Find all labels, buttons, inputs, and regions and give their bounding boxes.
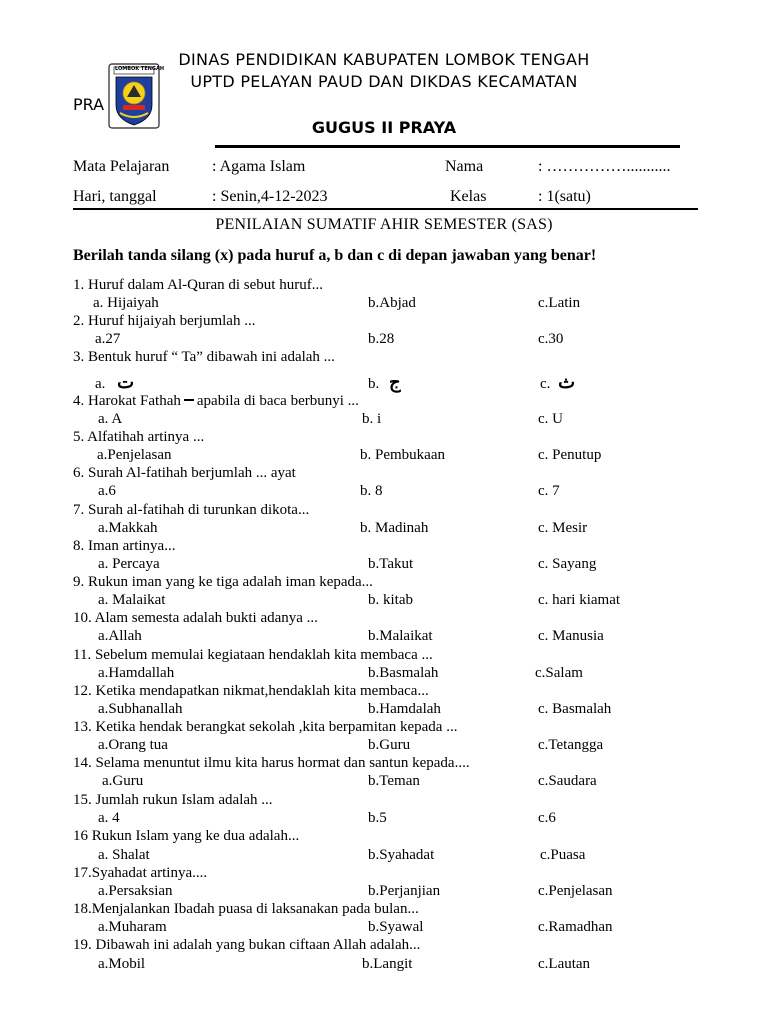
option-b: b.Malaikat: [368, 628, 433, 644]
question-text-start: 4. Harokat Fathah: [73, 393, 181, 409]
option-a: a. Hijaiyah: [93, 295, 159, 311]
day-label: Hari, tanggal: [73, 188, 157, 205]
question-text: [73, 393, 359, 410]
question-text: 7. Surah al-fatihah di turunkan dikota...: [73, 502, 310, 518]
option-c: c. hari kiamat: [538, 592, 621, 608]
question-text: 8. Iman artinya...: [73, 538, 176, 554]
option-a: a. Percaya: [98, 556, 160, 572]
option-a: a.Subhanallah: [98, 701, 183, 717]
option-c: c.30: [538, 331, 564, 347]
question-text: 17.Syahadat artinya....: [73, 865, 208, 881]
option-b: b. Pembukaan: [360, 447, 445, 463]
header-gugus: GUGUS II PRAYA: [311, 118, 457, 137]
option-b-arabic-letter: ج: [389, 372, 401, 392]
option-c-arabic-letter: ث: [558, 372, 576, 392]
option-c: c.Penjelasan: [538, 883, 613, 899]
option-a: a.Penjelasan: [97, 447, 172, 463]
exam-title: PENILAIAN SUMATIF AHIR SEMESTER (SAS): [215, 216, 553, 233]
option-b-label: b.: [368, 376, 380, 392]
option-a: a.Muharam: [98, 919, 167, 935]
option-b: b.Takut: [368, 556, 414, 572]
option-a: a.27: [95, 331, 121, 347]
option-a: a. Shalat: [98, 847, 150, 863]
option-b: b.Abjad: [368, 295, 416, 311]
option-b: [368, 372, 401, 393]
option-a: a.Makkah: [98, 520, 158, 536]
logo-label: LOMBOK TENGAH: [115, 66, 165, 72]
option-a: a.Persaksian: [98, 883, 173, 899]
option-c: c.Latin: [538, 295, 581, 311]
class-value: : 1(satu): [538, 188, 591, 205]
option-c: c. Basmalah: [538, 701, 612, 717]
option-c: c. Sayang: [538, 556, 597, 572]
option-a: a.Hamdallah: [98, 665, 175, 681]
option-a-label: a.: [95, 376, 106, 392]
option-c: c.Ramadhan: [538, 919, 613, 935]
option-b: b.Perjanjian: [368, 883, 441, 899]
option-c: c. U: [538, 411, 563, 427]
option-b: b. kitab: [368, 592, 413, 608]
question-text: 13. Ketika hendak berangkat sekolah ,kita berpamitan kepada ...: [73, 719, 458, 735]
name-value: : ……………...........: [538, 158, 671, 175]
question-text: 1. Huruf dalam Al-Quran di sebut huruf...: [73, 277, 323, 293]
info-divider: [73, 208, 698, 210]
question-text: 5. Alfatihah artinya ...: [73, 429, 205, 445]
instruction: Berilah tanda silang (x) pada huruf a, b dan c di depan jawaban yang benar!: [73, 247, 597, 264]
option-a: a.Allah: [98, 628, 142, 644]
option-c: c.6: [538, 810, 556, 826]
option-a: a. A: [98, 411, 123, 427]
option-b: b.Langit: [362, 956, 413, 972]
option-a: a.Mobil: [98, 956, 146, 972]
option-a: a.6: [98, 483, 116, 499]
question-text: 6. Surah Al-fatihah berjumlah ... ayat: [73, 465, 296, 481]
option-c: c.Puasa: [540, 847, 586, 863]
name-label: Nama: [445, 158, 484, 175]
fathah-mark-icon: [184, 399, 194, 405]
option-c: c.Saudara: [538, 773, 597, 789]
header-unit: UPTD PELAYAN PAUD DAN DIKDAS KECAMATAN: [190, 72, 578, 91]
option-b: b.Basmalah: [368, 665, 439, 681]
option-b: b.5: [368, 810, 387, 826]
option-b: b.Teman: [368, 773, 420, 789]
option-b: b.Syawal: [368, 919, 424, 935]
option-c-label: c.: [540, 376, 551, 392]
option-b: b.Guru: [368, 737, 411, 753]
option-b: b. i: [362, 411, 382, 427]
option-a: a.Guru: [102, 773, 144, 789]
question-text: 16 Rukun Islam yang ke dua adalah...: [73, 828, 300, 844]
option-a: [95, 372, 134, 393]
question-text: 12. Ketika mendapatkan nikmat,hendaklah kita membaca...: [73, 683, 429, 699]
header-divider: [215, 145, 680, 148]
option-b: b. Madinah: [360, 520, 429, 536]
option-a: a.Orang tua: [98, 737, 168, 753]
question-text: 9. Rukun iman yang ke tiga adalah iman kepada...: [73, 574, 373, 590]
option-a: a. 4: [98, 810, 120, 826]
header-left-fragment: PRA: [73, 95, 105, 114]
question-text-end: apabila di baca berbunyi ...: [196, 393, 359, 409]
option-c: c. Mesir: [538, 520, 588, 536]
option-b: b.28: [368, 331, 395, 347]
option-c: c.Lautan: [538, 956, 591, 972]
option-c: c. 7: [538, 483, 560, 499]
class-label: Kelas: [450, 188, 487, 205]
option-c: c.Tetangga: [538, 737, 604, 753]
header-agency: DINAS PENDIDIKAN KABUPATEN LOMBOK TENGAH: [178, 50, 590, 69]
option-b: b. 8: [360, 483, 383, 499]
option-c: c.Salam: [535, 665, 583, 681]
option-c: c. Penutup: [538, 447, 602, 463]
option-c: [540, 372, 575, 393]
question-text: 10. Alam semesta adalah bukti adanya ...: [73, 610, 318, 626]
option-a-arabic-letter: ت: [117, 372, 135, 392]
option-a: a. Malaikat: [98, 592, 166, 608]
option-b: b.Hamdalah: [368, 701, 441, 717]
question-text: 19. Dibawah ini adalah yang bukan ciftaan Allah adalah...: [73, 937, 421, 953]
question-text: 2. Huruf hijaiyah berjumlah ...: [73, 313, 256, 329]
subject-value: : Agama Islam: [212, 158, 306, 175]
option-c: c. Manusia: [538, 628, 604, 644]
question-text: 14. Selama menuntut ilmu kita harus hormat dan santun kepada....: [73, 755, 470, 771]
day-value: : Senin,4-12-2023: [212, 188, 328, 205]
question-text: 3. Bentuk huruf “ Ta” dibawah ini adalah ...: [73, 349, 335, 365]
question-text: 11. Sebelum memulai kegiataan hendaklah kita membaca ...: [73, 647, 433, 663]
option-b: b.Syahadat: [368, 847, 435, 863]
question-text: 15. Jumlah rukun Islam adalah ...: [73, 792, 273, 808]
subject-label: Mata Pelajaran: [73, 158, 170, 175]
question-text: 18.Menjalankan Ibadah puasa di laksanakan pada bulan...: [73, 901, 419, 917]
